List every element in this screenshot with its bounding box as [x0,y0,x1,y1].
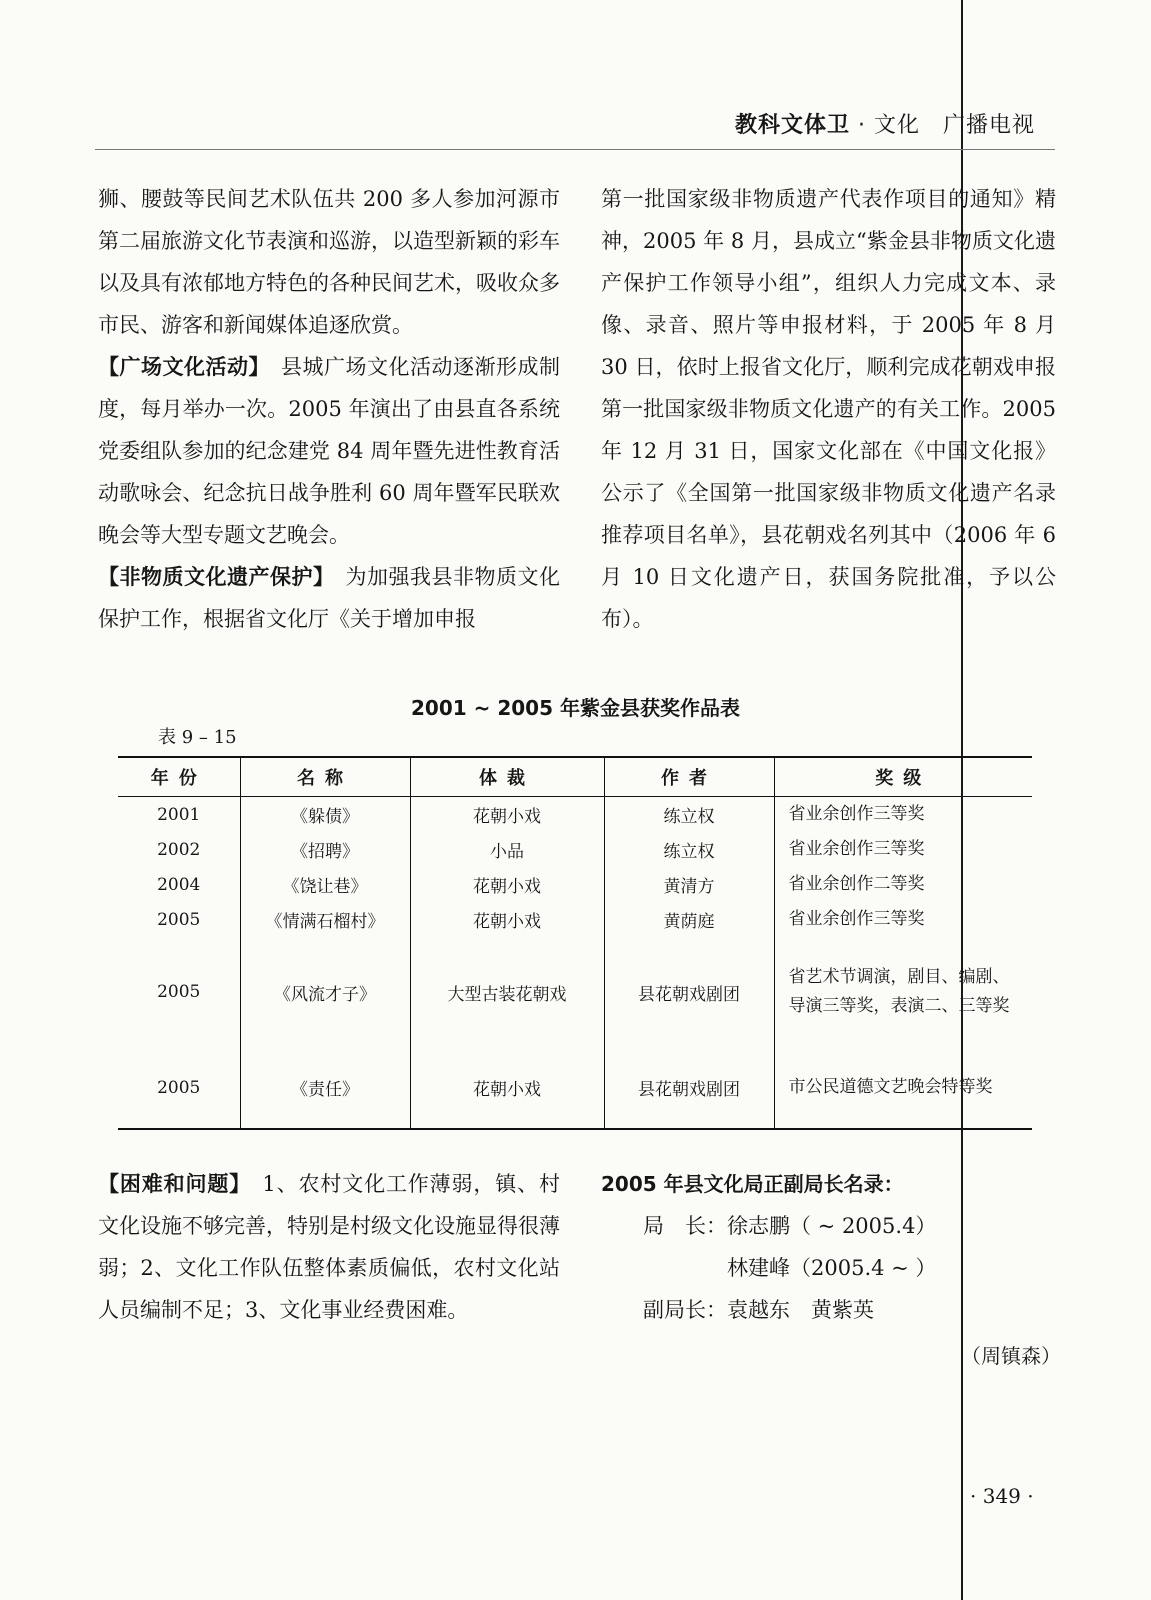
cell-author: 练立权 [604,797,774,833]
table-row [118,902,1032,937]
cell-author: 黄清方 [604,867,774,902]
header-rule [95,149,1055,150]
cell-name: 《风流才子》 [240,937,410,1047]
cell-year: 2005 [157,909,201,930]
paragraph-problems [98,1163,560,1331]
cell-award: 省艺术节调演，剧目、编剧、导演三等奖，表演二、三等奖 [774,937,1032,1047]
paragraph-square-culture [98,346,560,556]
section-body-intangible-heritage: 为加强我县非物质文化保护工作，根据省文化厅《关于增加申报 [98,565,560,631]
cell-author: 黄荫庭 [604,902,774,937]
table-row [118,1047,1032,1129]
cell-name: 《躲债》 [240,797,410,833]
cell-year: 2005 [118,1047,240,1129]
page-number: · 349 · [970,1484,1034,1508]
table-title: 2001 ~ 2005 年紫金县获奖作品表 [411,696,740,720]
official-deputy: 副局长：袁越东 黄紫英 [643,1298,874,1322]
column-header-author: 作者 [604,757,774,797]
cell-year: 2001 [157,804,201,825]
table-row [118,797,1032,833]
cell-genre: 小品 [410,832,604,867]
column-header-name: 名称 [240,757,410,797]
table-row [118,832,1032,867]
cell-year: 2005 [157,982,201,1002]
cell-name: 《招聘》 [240,832,410,867]
paragraph-intangible-heritage [98,556,560,640]
left-column [98,178,560,640]
problems-column [98,1163,560,1331]
right-column [601,178,1056,640]
official-director-2: 林建峰（2005.4 ~ ） [727,1256,937,1280]
cell-name: 《情满石榴村》 [240,902,410,937]
cell-award: 市公民道德文艺晚会特等奖 [774,1047,1032,1129]
cell-year: 2002 [157,839,201,860]
section-body-problems: 1、农村文化工作薄弱，镇、村文化设施不够完善，特别是村级文化设施显得很薄弱；2、文化工作队伍整体素质偏低，农村文化站人员编制不足；3、文化事业经费困难。 [98,1172,560,1322]
section-body-square-culture: 县城广场文化活动逐渐形成制度，每月举办一次。2005 年演出了由县直各系统党委组队参加的纪念建党 84 周年暨先进性教育活动歌咏会、纪念抗日战争胜利 60 周年暨军民联欢晚会等大型专题文艺晚会。 [98,355,560,547]
column-header-genre: 体裁 [410,757,604,797]
running-header [735,108,1035,139]
author-credit: （周镇森） [961,1344,1061,1368]
table-header-row [118,757,1032,797]
cell-award: 省业余创作三等奖 [774,902,1032,937]
cell-genre: 大型古装花朝戏 [410,937,604,1047]
cell-year: 2004 [157,874,201,895]
officials-heading: 2005 年县文化局正副局长名录： [601,1172,904,1196]
table-row [118,867,1032,902]
officials-list [601,1163,1021,1331]
cell-author: 县花朝戏剧团 [604,937,774,1047]
table-number: 表 9 – 15 [158,727,237,748]
cell-genre: 花朝小戏 [410,1047,604,1129]
awards-table [118,756,1032,1130]
column-header-award: 奖级 [774,757,1032,797]
cell-award: 省业余创作三等奖 [774,797,1032,833]
paragraph-heritage-continued: 第一批国家级非物质遗产代表作项目的通知》精神，2005 年 8 月，县成立“紫金县非物质文化遗产保护工作领导小组”，组织人力完成文本、录像、录音、照片等申报材料，于 2005 年 8 月 30 日，依时上报省文化厅，顺利完成花朝戏申报第一批国家级非物质文化遗产的有关工作。2005 年 12 月 31 日，国家文化部在《中国文化报》公示了《全国第一批国家级非物质文化遗产名录推荐项目名单》，县花朝戏名列其中（2006 年 6 月 10 日文化遗产日，获国务院批准，予以公布）。 [601,187,1056,631]
cell-genre: 花朝小戏 [410,797,604,833]
cell-award: 省业余创作二等奖 [774,867,1032,902]
section-heading-intangible-heritage: 【非物质文化遗产保护】 [98,565,324,589]
cell-name: 《饶让巷》 [240,867,410,902]
header-section: 教科文体卫 [735,113,851,138]
table-row [118,937,1032,1047]
column-header-year: 年份 [118,757,240,797]
paragraph-folk-art: 狮、腰鼓等民间艺术队伍共 200 多人参加河源市第二届旅游文化节表演和巡游，以造型新颖的彩车以及具有浓郁地方特色的各种民间艺术，吸收众多市民、游客和新闻媒体追逐欣赏。 [98,187,560,337]
section-heading-problems: 【困难和问题】 [98,1172,241,1196]
cell-author: 练立权 [604,832,774,867]
section-heading-square-culture: 【广场文化活动】 [98,355,260,379]
cell-name: 《责任》 [240,1047,410,1129]
cell-genre: 花朝小戏 [410,902,604,937]
cell-author: 县花朝戏剧团 [604,1047,774,1129]
cell-award: 省业余创作三等奖 [774,832,1032,867]
header-subsection: · 文化 广播电视 [850,113,1035,138]
cell-genre: 花朝小戏 [410,867,604,902]
official-director: 局 长：徐志鹏（ ~ 2005.4） [643,1214,937,1238]
